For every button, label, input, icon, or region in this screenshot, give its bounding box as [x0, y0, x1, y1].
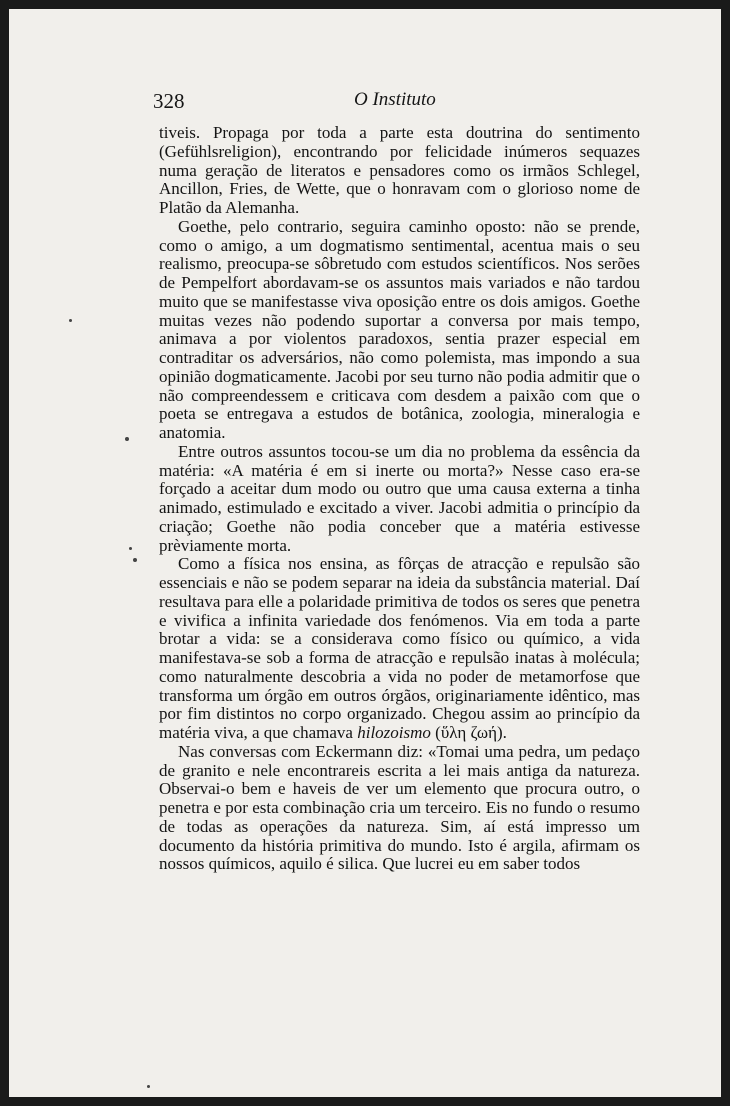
scan-speck: [147, 1085, 150, 1088]
scan-speck: [133, 558, 137, 562]
body-text: [159, 124, 640, 874]
paragraph: Entre outros assuntos tocou-se um dia no problema da essência da matéria: «A matéria é em si inerte ou morta?» Nesse caso era-se forçado a aceitar dum modo ou outro que uma causa externa a tinha animado, estimulado e excitado a viver. Jacobi admitia o princípio da criação; Goethe não podia conceber que a matéria estivesse prèviamente morta.: [159, 441, 640, 555]
paragraph: Nas conversas com Eckermann diz: «Tomai uma pedra, um pedaço de granito e nele encontrareis escrita a lei mais antiga da natureza. Observai-o bem e haveis de ver um elemento que procura outro, o penetra e por esta combinação cria um terceiro. Eis no fundo o resumo de todas as operações da natureza. Sim, aí está impresso um documento da história primitiva do mundo. Isto é argila, afirmam os nossos químicos, aquilo é silica. Que lucrei eu em saber todos: [159, 741, 640, 874]
paragraph: [159, 555, 640, 743]
scan-speck: [129, 547, 132, 550]
book-page: [9, 9, 721, 1097]
page-header: [9, 89, 721, 117]
paragraph: Goethe, pelo contrario, seguira caminho oposto: não se prende, como o amigo, a um dogmatismo sentimental, acentua mais o seu realismo, preocupa-se sôbretudo com estudos scientíficos. Nos serões de Pempelfort abordavam-se os assuntos mais variados e não tardou muito que se manifestasse viva oposição entre os dois amigos. Goethe muitas vezes não podendo suportar a conversa por mais tempo, animava a por violentos paradoxos, sentia prazer especial em contraditar os adversários, não como polemista, mas impondo a sua opinião dogmaticamente. Jacobi por seu turno não podia admitir que o não compreendessem e criticava com desdem a paixão com que o poeta se entregava a estudos de botânica, zoologia, mineralogia e anatomia.: [159, 216, 640, 442]
paragraph-text: Como a física nos ensina, as fôrças de atracção e repulsão são essenciais e não se podem separar na ideia da substância material. Daí resultava para elle a polaridade primitiva de todos os seres que penetra e vivifica a infinita variedade dos fenómenos. Via em toda a parte brotar a vida: se a considerava como físico ou químico, a vida manifestava-se sob a forma de atracção e repulsão inatas à molécula; como naturalmente descobria a vida no poder de metamorfose que transforma um órgão em outros órgãos, originariamente idêntico, mas por fim distintos no corpo organizado. Chegou assim ao princípio da matéria viva, a que chamava: [159, 554, 640, 742]
paragraph: tiveis. Propaga por toda a parte esta doutrina do sentimento (Gefühlsreligion), encontrando por felicidade inúmeros sequazes numa geração de literatos e pensadores como os irmãos Schlegel, Ancillon, Fries, de Wette, que o honravam com o glorioso nome de Platão da Alemanha.: [159, 123, 640, 217]
page-number: 328: [153, 89, 185, 113]
greek-term: (ὕλη ζωή).: [435, 723, 507, 742]
scan-speck: [125, 437, 129, 441]
running-title: O Instituto: [354, 89, 436, 110]
italic-term: hilozoismo: [357, 723, 431, 742]
scan-speck: [69, 319, 72, 322]
